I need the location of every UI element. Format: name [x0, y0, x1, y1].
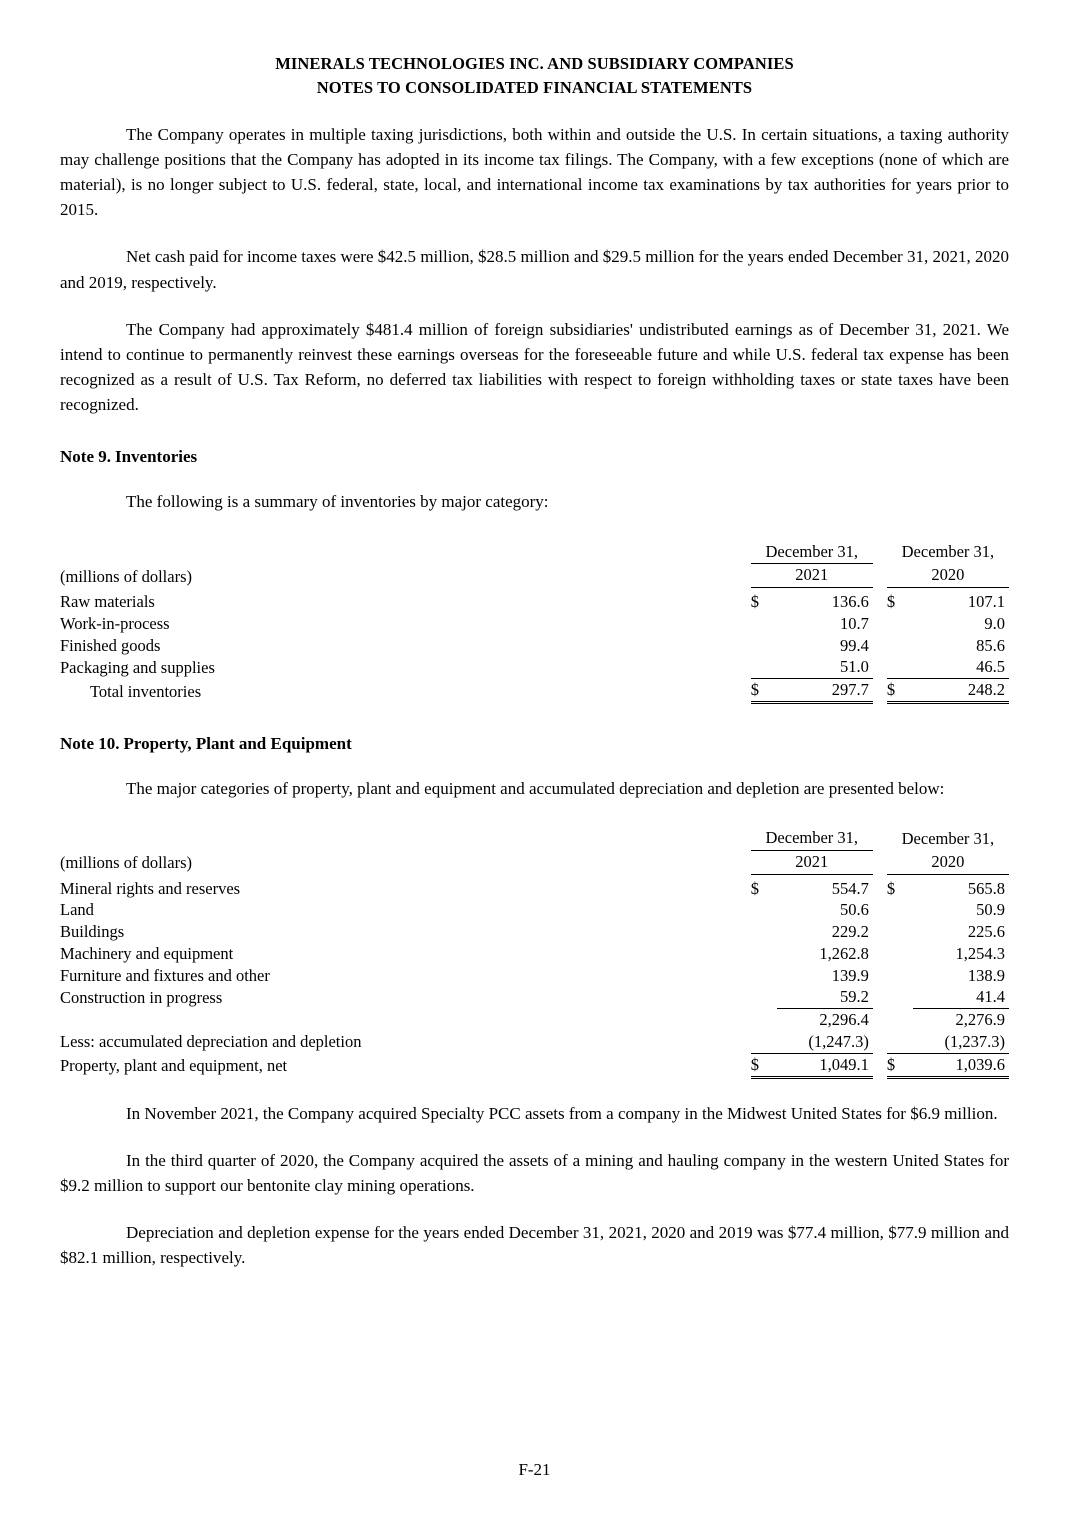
total-value-2020: 248.2	[913, 679, 1009, 703]
currency-symbol	[887, 986, 913, 1008]
row-value-2020: 46.5	[913, 656, 1009, 678]
empty-cell	[873, 635, 887, 657]
empty-cell	[751, 1009, 777, 1031]
currency-symbol	[887, 965, 913, 987]
table-header-period-row	[60, 541, 1009, 564]
currency-symbol	[887, 635, 913, 657]
row-label: Packaging and supplies	[60, 657, 215, 677]
paragraph-inventories-intro: The following is a summary of inventories by major category:	[126, 492, 549, 512]
row-value-2021: 59.2	[777, 986, 873, 1008]
row-value-2020: 9.0	[984, 613, 1005, 633]
empty-cell	[873, 679, 887, 703]
ppe-year-2020-header: 2020	[887, 850, 1009, 874]
document-header	[60, 52, 1009, 100]
ppe-table	[60, 827, 1009, 1078]
row-label: Construction in progress	[60, 987, 223, 1007]
row-label: Work-in-process	[60, 613, 170, 633]
row-value-2021: 139.9	[831, 965, 869, 985]
table-header-year-row	[60, 850, 1009, 874]
inventories-year-2021-header: 2021	[751, 564, 873, 588]
currency-symbol	[887, 921, 913, 943]
ppe-table-wrapper	[60, 827, 1009, 1078]
empty-cell	[873, 965, 887, 987]
table-row	[60, 613, 1009, 635]
note-10-number: Note 10.	[60, 733, 120, 753]
currency-symbol	[887, 943, 913, 965]
table-header-year-row	[60, 564, 1009, 588]
empty-cell	[60, 827, 751, 850]
currency-symbol	[751, 943, 777, 965]
currency-symbol	[751, 635, 777, 657]
empty-cell	[873, 656, 887, 678]
row-label: Mineral rights and reserves	[60, 878, 241, 898]
table-net-row	[60, 1053, 1009, 1077]
table-header-period-row	[60, 827, 1009, 850]
empty-cell	[751, 1031, 777, 1053]
table-row	[60, 921, 1009, 943]
row-value-2020: 225.6	[967, 922, 1005, 942]
row-value-2021: 1,262.8	[819, 943, 869, 963]
row-value-2021: 229.2	[831, 922, 869, 942]
subtotal-label	[60, 1009, 751, 1031]
inventories-units-label: (millions of dollars)	[60, 566, 192, 586]
currency-symbol: $	[750, 878, 759, 898]
statement-title: NOTES TO CONSOLIDATED FINANCIAL STATEMENTS	[316, 77, 753, 97]
net-label: Property, plant and equipment, net	[60, 1056, 288, 1076]
row-label: Finished goods	[60, 635, 161, 655]
empty-cell	[873, 1031, 887, 1053]
row-value-2020: 41.4	[913, 986, 1009, 1008]
row-label: Furniture and fixtures and other	[60, 965, 270, 985]
paragraph-net-cash-paid: Net cash paid for income taxes were $42.5 million, $28.5 million and $29.5 million for the years ended December 31, 2021, 2020 and 2019, respectively.	[60, 247, 1009, 292]
row-value-2020: 138.9	[967, 965, 1005, 985]
empty-cell	[873, 850, 887, 874]
row-value-2020: 1,254.3	[955, 943, 1005, 963]
currency-symbol	[751, 986, 777, 1008]
row-label: Machinery and equipment	[60, 943, 234, 963]
note-9-number: Note 9.	[60, 447, 111, 467]
empty-cell	[873, 986, 887, 1008]
currency-symbol: $	[886, 878, 896, 898]
table-row	[60, 899, 1009, 921]
row-value-2020: 107.1	[967, 592, 1005, 612]
subtotal-value-2021: 2,296.4	[819, 1010, 869, 1030]
accumulated-value-2021: (1,247.3)	[777, 1031, 873, 1053]
row-label: Land	[60, 900, 94, 920]
accumulated-value-2020: (1,237.3)	[913, 1031, 1009, 1053]
row-value-2020: 565.8	[967, 878, 1005, 898]
empty-cell	[873, 827, 887, 850]
total-label: Total inventories	[90, 681, 202, 701]
ppe-year-2021-header: 2021	[751, 850, 873, 874]
currency-symbol	[751, 656, 777, 678]
page-number: F-21	[518, 1460, 551, 1480]
currency-symbol	[887, 613, 913, 635]
currency-symbol: $	[750, 592, 759, 612]
table-row	[60, 635, 1009, 657]
row-value-2021: 50.6	[839, 900, 869, 920]
note-10-title: Property, Plant and Equipment	[123, 733, 352, 753]
net-value-2020: 1,039.6	[913, 1053, 1009, 1077]
empty-cell	[887, 1009, 913, 1031]
empty-cell	[873, 1009, 887, 1031]
row-value-2021: 554.7	[831, 878, 869, 898]
note-9-heading	[60, 447, 1009, 467]
row-value-2021: 136.6	[831, 592, 869, 612]
row-label: Buildings	[60, 922, 125, 942]
paragraph-mining-hauling-acquisition: In the third quarter of 2020, the Company acquired the assets of a mining and hauling company in the western United States for $9.2 million to support our bentonite clay mining operations.	[60, 1150, 1009, 1195]
paragraph-specialty-pcc-acquisition: In November 2021, the Company acquired Specialty PCC assets from a company in the Midwest United States for $6.9 million.	[126, 1103, 998, 1123]
paragraph-taxing-jurisdictions: The Company operates in multiple taxing jurisdictions, both within and outside the U.S. In certain situations, a taxing authority may challenge positions that the Company has adopted in its income tax filings. The Company, with a few exceptions (none of which are material), is no longer subject to U.S. federal, state, local, and international income tax examinations by tax authorities for years prior to 2015.	[60, 124, 1009, 220]
inventories-table	[60, 541, 1009, 704]
table-row	[60, 878, 1009, 900]
paragraph-ppe-intro: The major categories of property, plant and equipment and accumulated depreciation and depletion are presented below:	[126, 778, 945, 798]
note-9-title: Inventories	[114, 447, 198, 467]
table-row	[60, 656, 1009, 678]
inventories-table-wrapper	[60, 541, 1009, 704]
currency-symbol: $	[751, 1053, 777, 1077]
company-name: MINERALS TECHNOLOGIES INC. AND SUBSIDIARY COMPANIES	[275, 54, 794, 73]
table-accumulated-row	[60, 1031, 1009, 1053]
ppe-period-header-2: December 31,	[901, 828, 995, 848]
row-value-2021: 10.7	[839, 613, 869, 633]
row-value-2020: 50.9	[976, 900, 1005, 920]
net-value-2021: 1,049.1	[777, 1053, 873, 1077]
empty-cell	[873, 1053, 887, 1077]
total-value-2021: 297.7	[777, 679, 873, 703]
empty-cell	[887, 1031, 913, 1053]
ppe-period-header: December 31,	[751, 827, 873, 850]
row-value-2021: 99.4	[839, 635, 869, 655]
empty-cell	[60, 541, 751, 564]
empty-cell	[873, 541, 887, 564]
currency-symbol: $	[886, 592, 896, 612]
table-subtotal-row	[60, 1009, 1009, 1031]
empty-cell	[873, 943, 887, 965]
page-footer	[60, 1460, 1009, 1480]
inventories-year-2020-header: 2020	[887, 564, 1009, 588]
table-row	[60, 591, 1009, 613]
paragraph-undistributed-earnings: The Company had approximately $481.4 million of foreign subsidiaries' undistributed earnings as of December 31, 2021. We intend to continue to permanently reinvest these earnings overseas for the foreseeable future and while U.S. federal tax expense has been recognized as a result of U.S. Tax Reform, no deferred tax liabilities with respect to foreign withholding taxes or state taxes have been recognized.	[60, 319, 1009, 415]
empty-cell	[873, 899, 887, 921]
note-10-heading	[60, 734, 1009, 754]
paragraph-depreciation-expense: Depreciation and depletion expense for the years ended December 31, 2021, 2020 and 2019 was $77.4 million, $77.9 million and $82.1 million, respectively.	[60, 1222, 1009, 1268]
accumulated-label: Less: accumulated depreciation and depletion	[60, 1032, 362, 1052]
currency-symbol	[751, 899, 777, 921]
currency-symbol: $	[887, 1053, 913, 1077]
empty-cell	[873, 878, 887, 900]
currency-symbol	[751, 921, 777, 943]
ppe-units-label: (millions of dollars)	[60, 853, 192, 873]
currency-symbol	[751, 613, 777, 635]
currency-symbol: $	[887, 679, 913, 703]
inventories-period-header: December 31,	[751, 541, 873, 564]
empty-cell	[873, 564, 887, 588]
row-value-2021: 51.0	[777, 656, 873, 678]
currency-symbol	[887, 656, 913, 678]
subtotal-value-2020: 2,276.9	[955, 1010, 1005, 1030]
table-row	[60, 943, 1009, 965]
currency-symbol	[751, 965, 777, 987]
row-value-2020: 85.6	[976, 635, 1005, 655]
row-label: Raw materials	[60, 592, 155, 612]
currency-symbol: $	[751, 679, 777, 703]
empty-cell	[873, 921, 887, 943]
table-row	[60, 965, 1009, 987]
empty-cell	[873, 591, 887, 613]
currency-symbol	[887, 899, 913, 921]
inventories-period-header-2: December 31,	[901, 542, 995, 562]
table-row	[60, 986, 1009, 1008]
table-total-row	[60, 679, 1009, 703]
empty-cell	[873, 613, 887, 635]
